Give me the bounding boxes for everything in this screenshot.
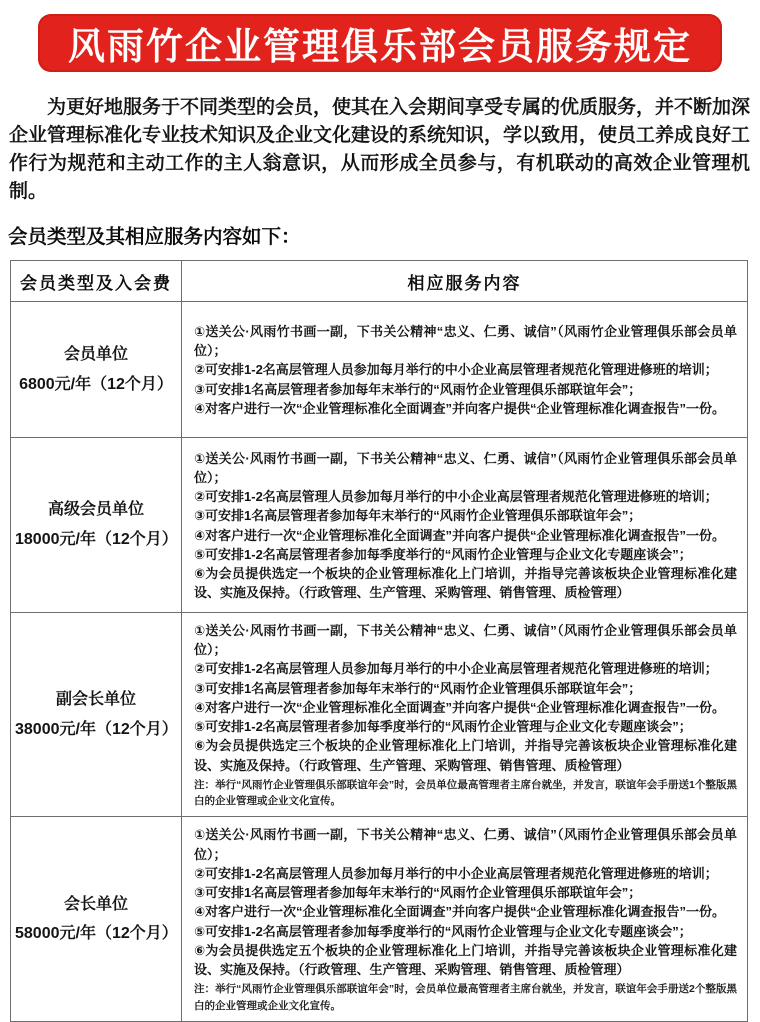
header-services: 相应服务内容 <box>182 261 748 302</box>
service-item: ②可安排1-2名高层管理人员参加每月举行的中小企业高层管理者规范化管理进修班的培训； <box>194 865 718 881</box>
service-item: ①送关公·风雨竹书画一副，下书关公精神“忠义、仁勇、诚信”（风雨竹企业管理俱乐部会员单位）； <box>194 323 737 359</box>
membership-table <box>10 260 748 1022</box>
services-cell <box>182 613 748 817</box>
service-item: ①送关公·风雨竹书画一副，下书关公精神“忠义、仁勇、诚信”（风雨竹企业管理俱乐部会员单位）； <box>194 450 737 485</box>
service-item: ⑤可安排1-2名高层管理者参加每季度举行的“风雨竹企业管理与企业文化专题座谈会”； <box>194 923 692 939</box>
service-item: ⑤可安排1-2名高层管理者参加每季度举行的“风雨竹企业管理与企业文化专题座谈会”； <box>194 546 692 562</box>
table-row <box>11 613 748 817</box>
service-item: ⑥为会员提供选定一个板块的企业管理标准化上门培训，并指导完善该板块企业管理标准化建设、实施及保持。（行政管理、生产管理、采购管理、销售管理、质检管理） <box>194 565 737 601</box>
table-row <box>11 438 748 613</box>
member-fee: 58000元/年（12个月） <box>15 925 178 943</box>
member-fee: 38000元/年（12个月） <box>15 720 178 738</box>
page-title: 风雨竹企业管理俱乐部会员服务规定 <box>68 26 692 67</box>
services-cell <box>182 817 748 1021</box>
service-item: ④对客户进行一次“企业管理标准化全面调查”并向客户提供“企业管理标准化调查报告”一份。 <box>194 699 726 715</box>
service-item: ⑥为会员提供选定三个板块的企业管理标准化上门培训，并指导完善该板块企业管理标准化建设、实施及保持。（行政管理、生产管理、采购管理、销售管理、质检管理） <box>194 738 737 773</box>
member-fee: 6800元/年（12个月） <box>19 375 173 393</box>
table-header-row <box>11 261 748 302</box>
header-member-type: 会员类型及入会费 <box>11 261 182 302</box>
service-item: ④对客户进行一次“企业管理标准化全面调查”并向客户提供“企业管理标准化调查报告”一份。 <box>194 527 726 543</box>
services-cell <box>182 438 748 613</box>
title-banner <box>38 14 722 72</box>
member-type-name: 高级会员单位 <box>47 501 144 519</box>
section-subtitle: 会员类型及其相应服务内容如下： <box>8 226 301 248</box>
service-note: 注：举行“风雨竹企业管理俱乐部联谊年会”时，会员单位最高管理者主席台就坐，并发言，联谊年会手册送1个整版黑白的企业管理或企业文化宣传。 <box>194 778 737 808</box>
service-item: ②可安排1-2名高层管理人员参加每月举行的中小企业高层管理者规范化管理进修班的培训； <box>194 489 718 505</box>
table-row <box>11 302 748 438</box>
member-type-cell <box>11 613 182 817</box>
member-fee: 18000元/年（12个月） <box>15 531 178 548</box>
services-cell <box>182 302 748 438</box>
member-type-cell <box>11 438 182 613</box>
service-item: ③可安排1名高层管理者参加每年末举行的“风雨竹企业管理俱乐部联谊年会”； <box>194 508 642 524</box>
member-type-name: 副会长单位 <box>55 691 136 709</box>
service-item: ①送关公·风雨竹书画一副，下书关公精神“忠义、仁勇、诚信”（风雨竹企业管理俱乐部会员单位）； <box>194 827 737 862</box>
service-item: ⑥为会员提供选定五个板块的企业管理标准化上门培训，并指导完善该板块企业管理标准化建设、实施及保持。（行政管理、生产管理、采购管理、销售管理、质检管理） <box>194 942 737 978</box>
member-type-name: 会员单位 <box>63 345 128 363</box>
service-note: 注：举行“风雨竹企业管理俱乐部联谊年会”时，会员单位最高管理者主席台就坐，并发言，联谊年会手册送2个整版黑白的企业管理或企业文化宣传。 <box>194 983 737 1012</box>
member-type-cell <box>11 302 182 438</box>
service-item: ③可安排1名高层管理者参加每年末举行的“风雨竹企业管理俱乐部联谊年会”； <box>194 680 642 696</box>
service-item: ⑤可安排1-2名高层管理者参加每季度举行的“风雨竹企业管理与企业文化专题座谈会”； <box>194 719 692 735</box>
service-item: ③可安排1名高层管理者参加每年末举行的“风雨竹企业管理俱乐部联谊年会”； <box>194 381 642 397</box>
intro-paragraph: 为更好地服务于不同类型的会员，使其在入会期间享受专属的优质服务，并不断加深企业管理标准化专业技术知识及企业文化建设的系统知识，学以致用，使员工养成良好工作行为规范和主动工作的主人翁意识，从而形成全员参与，有机联动的高效企业管理机制。 <box>9 97 751 202</box>
table-row <box>11 817 748 1021</box>
member-type-name: 会长单位 <box>63 895 128 913</box>
service-item: ④对客户进行一次“企业管理标准化全面调查”并向客户提供“企业管理标准化调查报告”一份。 <box>194 904 726 920</box>
service-item: ②可安排1-2名高层管理人员参加每月举行的中小企业高层管理者规范化管理进修班的培训； <box>194 362 718 378</box>
service-item: ④对客户进行一次“企业管理标准化全面调查”并向客户提供“企业管理标准化调查报告”一份。 <box>194 400 726 416</box>
service-item: ③可安排1名高层管理者参加每年末举行的“风雨竹企业管理俱乐部联谊年会”； <box>194 885 642 901</box>
service-item: ②可安排1-2名高层管理人员参加每月举行的中小企业高层管理者规范化管理进修班的培训； <box>194 661 718 677</box>
member-type-cell <box>11 817 182 1021</box>
service-item: ①送关公·风雨竹书画一副，下书关公精神“忠义、仁勇、诚信”（风雨竹企业管理俱乐部会员单位）； <box>194 623 737 658</box>
